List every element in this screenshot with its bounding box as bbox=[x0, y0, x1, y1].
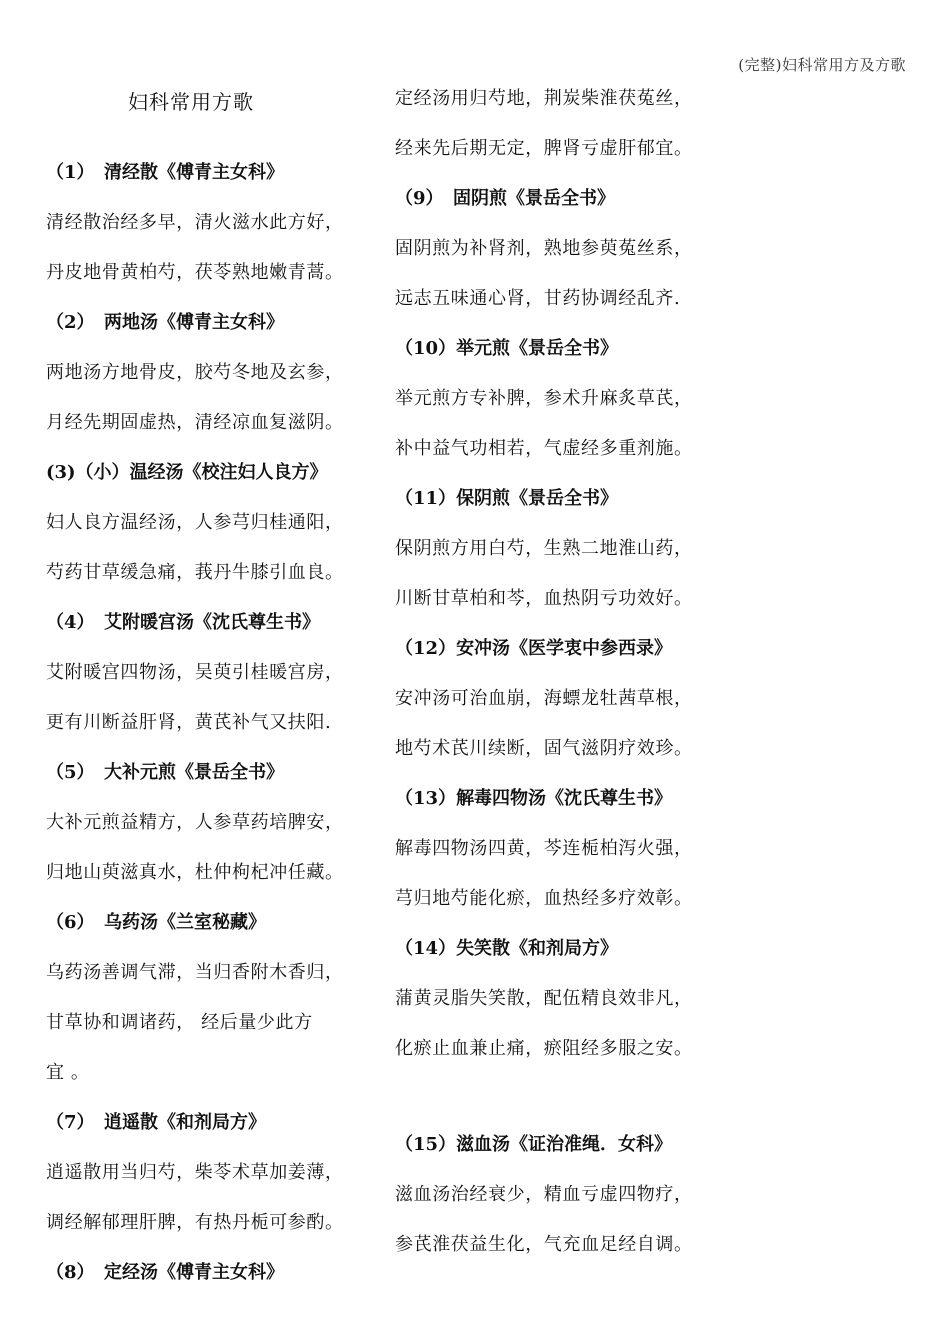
formula-number: （7） bbox=[46, 1112, 95, 1133]
verse-line: 芍药甘草缓急痛，莪丹牛膝引血良。 bbox=[46, 562, 344, 583]
verse-line: 妇人良方温经汤，人参芎归桂通阳， bbox=[46, 512, 344, 533]
formula-heading bbox=[395, 1132, 735, 1158]
formula-number: （10） bbox=[395, 338, 457, 359]
formula-heading bbox=[395, 186, 735, 212]
verse-line: 月经先期固虚热，清经凉血复滋阴。 bbox=[46, 412, 344, 433]
formula-name: 举元煎《景岳全书》 bbox=[456, 338, 619, 359]
formula-name: 大补元煎《景岳全书》 bbox=[104, 762, 284, 783]
verse-line: 参芪淮茯益生化，气充血足经自调。 bbox=[395, 1234, 693, 1255]
verse-line: 固阴煎为补肾剂，熟地参萸菟丝系， bbox=[395, 238, 693, 259]
verse-line: 经来先后期无定，脾肾亏虚肝郁宜。 bbox=[395, 138, 693, 159]
verse-line: 蒲黄灵脂失笑散，配伍精良效非凡， bbox=[395, 988, 693, 1009]
formula-heading bbox=[395, 636, 735, 662]
formula-number: （14） bbox=[395, 938, 457, 959]
running-header: (完整)妇科常用方及方歌 bbox=[738, 56, 906, 74]
formula-name: 失笑散《和剂局方》 bbox=[456, 938, 619, 959]
formula-heading bbox=[395, 786, 735, 812]
verse-line: 补中益气功相若，气虚经多重剂施。 bbox=[395, 438, 693, 459]
formula-number: （9） bbox=[395, 188, 444, 209]
formula-heading bbox=[395, 486, 735, 512]
formula-name: 定经汤《傅青主女科》 bbox=[104, 1262, 284, 1283]
verse-line: 丹皮地骨黄柏芍，茯苓熟地嫩青蒿。 bbox=[46, 262, 344, 283]
formula-name: 温经汤《校注妇人良方》 bbox=[129, 462, 328, 483]
verse-line: 保阴煎方用白芍，生熟二地淮山药， bbox=[395, 538, 693, 559]
right-column bbox=[395, 86, 735, 1282]
formula-name: 清经散《傅青主女科》 bbox=[104, 162, 284, 183]
verse-line: 安冲汤可治血崩，海螵龙牡茜草根， bbox=[395, 688, 693, 709]
verse-line: 举元煎方专补脾，参术升麻炙草芪， bbox=[395, 388, 693, 409]
verse-line: 远志五味通心肾，甘药协调经乱齐. bbox=[395, 288, 681, 309]
formula-name: 固阴煎《景岳全书》 bbox=[453, 188, 615, 209]
verse-line: 归地山萸滋真水，杜仲枸杞冲任藏。 bbox=[46, 862, 344, 883]
left-column bbox=[46, 160, 386, 1310]
formula-number: （2） bbox=[46, 312, 95, 333]
formula-number: （6） bbox=[46, 912, 95, 933]
formula-heading bbox=[46, 160, 386, 186]
formula-number: (3)（小） bbox=[46, 462, 130, 483]
formula-name: 保阴煎《景岳全书》 bbox=[456, 488, 619, 509]
formula-heading bbox=[46, 460, 386, 486]
formula-name: 艾附暖宫汤《沈氏尊生书》 bbox=[104, 612, 320, 633]
verse-line: 大补元煎益精方，人参草药培脾安， bbox=[46, 812, 344, 833]
verse-line: 乌药汤善调气滞，当归香附木香归， bbox=[46, 962, 344, 983]
formula-heading bbox=[395, 336, 735, 362]
verse-line: 川断甘草柏和芩，血热阴亏功效好。 bbox=[395, 588, 693, 609]
formula-number: （13） bbox=[395, 788, 457, 809]
verse-line: 滋血汤治经衰少，精血亏虚四物疗， bbox=[395, 1184, 693, 1205]
verse-line: 更有川断益肝肾，黄芪补气又扶阳. bbox=[46, 712, 332, 733]
page-title: 妇科常用方歌 bbox=[128, 90, 254, 114]
formula-name: 解毒四物汤《沈氏尊生书》 bbox=[456, 788, 673, 809]
verse-line: 逍遥散用当归芍，柴苓术草加姜薄， bbox=[46, 1162, 344, 1183]
verse-line: 宜 。 bbox=[46, 1062, 90, 1083]
formula-number: （8） bbox=[46, 1262, 95, 1283]
formula-name: 滋血汤《证治准绳．女科》 bbox=[456, 1134, 673, 1155]
formula-number: （15） bbox=[395, 1134, 457, 1155]
verse-line: 化瘀止血兼止痛，瘀阻经多服之安。 bbox=[395, 1038, 693, 1059]
verse-line: 解毒四物汤四黄，芩连栀柏泻火强， bbox=[395, 838, 693, 859]
formula-name: 两地汤《傅青主女科》 bbox=[104, 312, 284, 333]
verse-line: 定经汤用归芍地，荆炭柴淮茯菟丝， bbox=[395, 88, 693, 109]
formula-heading bbox=[46, 610, 386, 636]
formula-name: 乌药汤《兰室秘藏》 bbox=[104, 912, 266, 933]
verse-line: 甘草协和调诸药， 经后量少此方 bbox=[46, 1012, 313, 1033]
formula-heading bbox=[46, 310, 386, 336]
formula-heading bbox=[395, 936, 735, 962]
formula-heading bbox=[46, 760, 386, 786]
formula-number: （11） bbox=[395, 488, 457, 509]
formula-heading bbox=[46, 1260, 386, 1286]
formula-number: （12） bbox=[395, 638, 457, 659]
section-gap bbox=[395, 1086, 735, 1132]
formula-number: （1） bbox=[46, 162, 95, 183]
verse-line: 地芍术芪川续断，固气滋阴疗效珍。 bbox=[395, 738, 693, 759]
verse-line: 两地汤方地骨皮，胶芍冬地及玄参， bbox=[46, 362, 344, 383]
verse-line: 芎归地芍能化瘀，血热经多疗效彰。 bbox=[395, 888, 693, 909]
formula-heading bbox=[46, 910, 386, 936]
formula-heading bbox=[46, 1110, 386, 1136]
formula-number: （5） bbox=[46, 762, 95, 783]
verse-line: 艾附暖宫四物汤，吴萸引桂暖宫房， bbox=[46, 662, 344, 683]
formula-number: （4） bbox=[46, 612, 95, 633]
verse-line: 清经散治经多早，清火滋水此方好， bbox=[46, 212, 344, 233]
formula-name: 安冲汤《医学衷中参西录》 bbox=[456, 638, 673, 659]
verse-line: 调经解郁理肝脾，有热丹栀可参酌。 bbox=[46, 1212, 344, 1233]
formula-name: 逍遥散《和剂局方》 bbox=[104, 1112, 266, 1133]
